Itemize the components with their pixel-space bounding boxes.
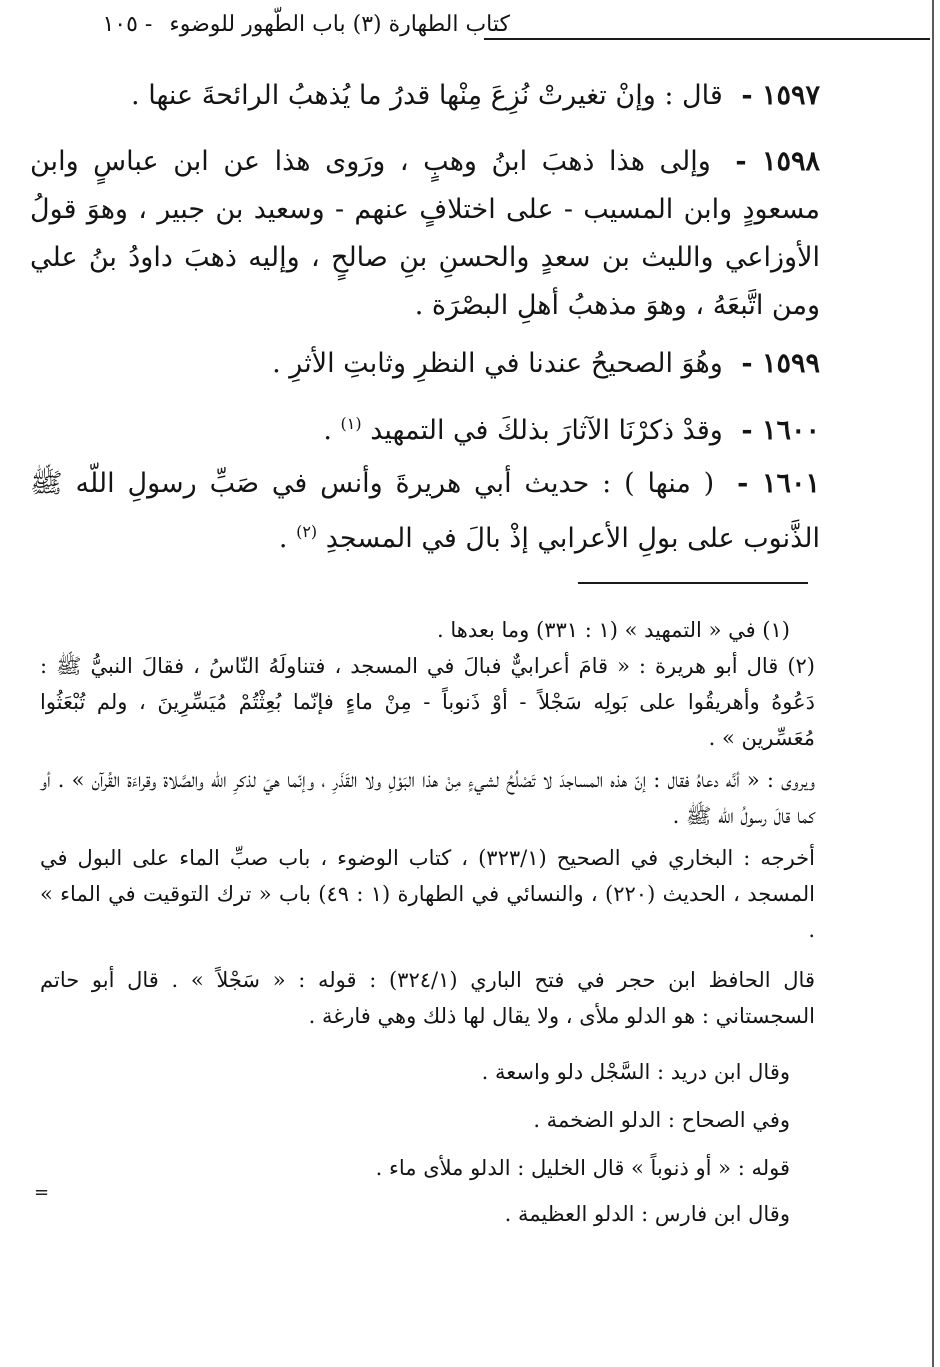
paragraph-text: ( منها ) : حديث أبي هريرةَ وأنس في صَبِّ رسولِ اللّه ﷺ الذَّنوب على بولِ الأعرابي إذْ بالَ في المسجدِ bbox=[30, 468, 820, 554]
running-header bbox=[90, 10, 510, 40]
paragraph-text: وهُوَ الصحيحُ عندنا في النظرِ وثابتِ الأثرِ . bbox=[272, 348, 723, 379]
paragraph-1599 bbox=[40, 340, 820, 388]
paragraph-1598 bbox=[30, 138, 820, 330]
paragraph-1597 bbox=[40, 72, 820, 120]
footnote-separator bbox=[578, 582, 808, 584]
continuation-mark: = bbox=[34, 1182, 50, 1203]
footnote-2-ibn-faris: وقال ابن فارس : الدلو العظيمة . bbox=[504, 1202, 790, 1226]
footnote-ref: (٢) bbox=[296, 522, 318, 541]
paragraph-1600 bbox=[40, 400, 820, 455]
footnote-2-khalil: قوله : « أو ذنوباً » قال الخليل : الدلو ملأى ماء . bbox=[375, 1156, 790, 1180]
footnote-2: (٢) قال أبو هريرة : « قامَ أعرابيٌّ فبالَ في المسجد ، فتناولَهُ النّاسُ ، فقالَ النبيُّ ﷺ : دَعُوهُ وأهريقُوا على بَولِه سَجْلاً - أوْ ذَنوباً - مِنْ ماءٍ فإنّما بُعِثْتُمْ مُيَسِّرِينَ ، ولم تُبْعَثُوا مُعَسِّرين » . bbox=[40, 654, 815, 750]
paragraph-tail: . bbox=[278, 523, 288, 554]
scan-edge-line bbox=[932, 0, 934, 1367]
paragraph-text: قال : وإنْ تغيرتْ نُزِعَ مِنْها قدرُ ما يُذهبُ الرائحةَ عنها . bbox=[131, 80, 723, 111]
footnote-2-sihah: وفي الصحاح : الدلو الضخمة . bbox=[533, 1108, 790, 1132]
header-rule bbox=[484, 38, 930, 40]
paragraph-number: ١٥٩٩ - bbox=[741, 348, 820, 379]
paragraph-text: وإلى هذا ذهبَ ابنُ وهبٍ ، ورَوى هذا عن ابن عباسٍ وابن مسعودٍ وابن المسيب - على اختلافٍ عنهم - وسعيد بن جبير ، وهوَ قولُ الأوزاعي والليث بن سعدٍ والحسنِ بنِ صالحٍ ، وإليه ذهبَ داودُ بنُ علي ومن اتَّبعَهُ ، وهوَ مذهبُ أهلِ البصْرَة . bbox=[30, 146, 820, 321]
paragraph-number: ١٦٠١ - bbox=[737, 468, 820, 499]
paragraph-tail: . bbox=[323, 415, 332, 446]
paragraph-number: ١٥٩٨ - bbox=[735, 146, 820, 177]
footnote-2-takhrij: أخرجه : البخاري في الصحيح (٣٢٣/١) ، كتاب الوضوء ، باب صبِّ الماء على البول في المسجد ، الحديث (٢٢٠) ، والنسائي في الطهارة (١ : ٤٩) باب « ترك التوقيت في الماء » . bbox=[40, 846, 815, 942]
paragraph-text: وقدْ ذكرْنَا الآثارَ بذلكَ في التمهيد bbox=[370, 415, 723, 446]
footnote-2-variant: ويروى : « أنَّه دعاهُ فقال : إنّ هذه المساجدَ لا تَصْلُحُ لشيءٍ مِنْ هذا البَوْلِ ولا القَذَرِ ، وإنّما هيَ لذكرِ اللّه والصَّلاة وقراءَة القُرآن » . أو كما قالَ رسولُ اللّه ﷺ . bbox=[40, 768, 815, 828]
footnote-ref: (١) bbox=[340, 414, 362, 433]
paragraph-number: ١٦٠٠ - bbox=[741, 415, 820, 446]
paragraph-1601 bbox=[30, 460, 820, 563]
header-title: كتاب الطهارة (٣) باب الطّهور للوضوء bbox=[169, 12, 510, 37]
page-number: - ١٠٥ bbox=[102, 12, 153, 37]
footnote-1: (١) في « التمهيد » (١ : ٣٣١) وما بعدها . bbox=[437, 618, 790, 642]
footnote-2-ibn-durayd: وقال ابن دريد : السَّجْل دلو واسعة . bbox=[481, 1060, 790, 1084]
paragraph-number: ١٥٩٧ - bbox=[741, 80, 820, 111]
footnote-2-commentary: قال الحافظ ابن حجر في فتح الباري (٣٢٤/١) : قوله : « سَجْلاً » . قال أبو حاتم السجستاني : هو الدلو ملأى ، ولا يقال لها ذلك وهي فارغة . bbox=[40, 968, 815, 1028]
